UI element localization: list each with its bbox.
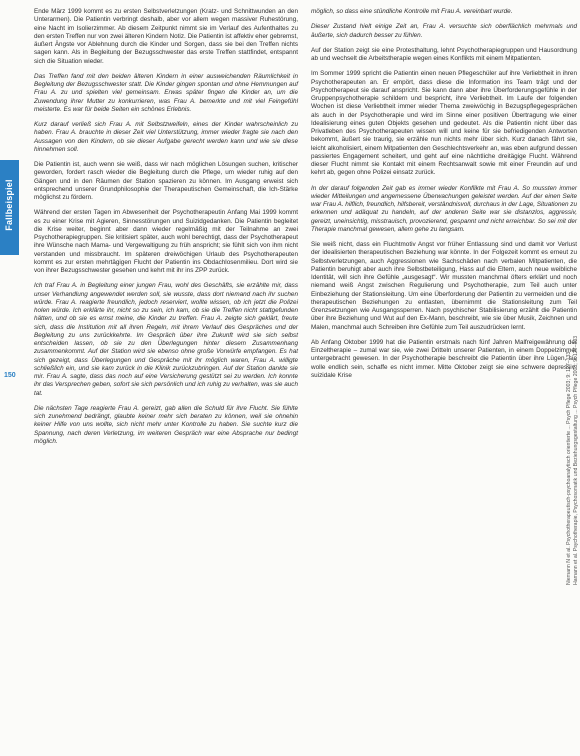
journal-citation [566,285,580,585]
section-tab-label: Fallbeispiel [4,179,14,231]
left-text-column [34,8,298,453]
paragraph: Kurz darauf verließ sich Frau A. mit Selbstzweifeln, eines der Kinder wahrscheinlich zu haben. Frau A. brauchte in dieser Zeit viel Unterstützung, immer wieder fragte sie nach den Aussagen von den Kindern, ob sie dieser Aufgabe gerecht werden kann und wie sie diese hinnehmen soll. [34,121,298,153]
paragraph: Ab Anfang Oktober 1999 hat die Patientin erstmals nach fünf Jahren Malfreigewährung der Einzeltherapie – zumal war sie, wie zwei Dritteln unserer Patienten, in einem Doppelzimmer untergebracht gewesen. In der Psychotherapie beschreibt die Patientin über ihre Lügen, sie wolle endlich sein, schaffe es nicht immer. Mitte Oktober zeigt sie eine schwere depressiv-suizidale Krise [311,338,577,379]
paragraph: Die Patientin ist, auch wenn sie weiß, dass wir nach möglichen Lösungen suchen, kritischer geworden, fordert rasch wieder die Begleitung durch die Pflege, um wieder ruhig auf den Gängen und in den Räumen der Station spazieren zu können. Im Ausgang erweist sich entsprechend unserer Grundphilosophie der Therapeutischen Gemeinschaft, die Ich-Stärke möglichst zu fördern. [34,161,298,201]
paragraph: Das Treffen fand mit den beiden älteren Kindern in einer ausweichenden Räumlichkeit in Begleitung der Bezugsschwester statt. Die Kinder gingen spontan und ohne Hemmungen auf Frau A. zu und spielten viel gemeinsam. Erwas später fingen die Kinder an, um die Zuwendung ihrer Mutter zu konkurrieren, was Frau A. bemerkte und mit viel Feingefühl meisterte. Es war für beide Seiten ein schönes Erlebnis. [34,72,298,113]
right-text-column [311,8,577,387]
paragraph: Die nächsten Tage reagierte Frau A. gereizt, gab allen die Schuld für ihre Flucht. Sie fühlte sich zunehmend bedrängt, glaubte keiner mehr sich beraten zu können, weil sie ohnehin keiner Hilfe von uns wollte, sich nicht mehr unter Kontrolle zu haben. Sie suchte kurz die Spannung, nach deren Verletzung, im weiteren Gespräch war eine Absprache nur bedingt möglich. [34,404,298,445]
page-number: 150 [4,372,16,379]
citation-line: Hamann et al. Psychotherapie, Psychosomatik und Beziehungsgestaltung ... Psych Pflege 2003; 9: 127–133 [573,335,579,585]
paragraph: Sie weiß nicht, dass ein Fluchtmotiv Angst vor früher Entlassung sind und damit vor Verlust der idealisierten therapeutischen Beziehung war könnte. In der Folgezeit kommt es erneut zu Selbstverletzungen, auch Aggressionen wie Sachschäden nach verbalen Mitpatienten, die Patientin beruhigt aber auch ihre Selbstbeteiligung, Hass auf die Eltern, auch neue weibliche Identität, will sich ihre Gefühle „ausgesagt“. Wir mussten manchmal öfters erklärt und noch niemand weiß Angst zwischen Regulierung und Psychotherapie, zum Teil auch unter Einbeziehung der Stationsleitung. Um eine Überforderung der Patientin zu vermeiden und die therapeutischen Beziehungen zu entlasten, übernimmt die Stationsleitung zum Teil Grenzsetzungen wie Ausgangssperren. Nach psychischer Stabilisierung erzählt die Patientin über ihre Beziehung und Wut auf den Ex-Mann, beschreibt, wie sie über Musik, Zeichnen und Malen, manchmal auch Schreiben ihre Gefühle zum Teil auszudrücken lernt. [311,241,577,331]
paragraph: Ende März 1999 kommt es zu ersten Selbstverletzungen (Kratz- und Schnittwunden an den Unterarmen). Die Patientin verbringt deshalb, aber vor allem wegen massiver Ruhestörung, eine Nacht im Isolierzimmer. Ab diesem Zeitpunkt nimmt sie im Verlauf des Aufenthaltes zu den ersten Treffen nur von zwei älteren Kindern Notiz. Die Patientin ist affektiv eher gebremst, äußert Ängste vor Ablehnung durch die Kinder und Sorgen, dass sie bei den Treffen nichts sagen kann. Als in Begleitung der Bezugsschwester das erste Treffen stattfindet, entspannt sich die Situation wieder. [34,8,298,65]
paragraph: Dieser Zustand hielt einige Zeit an, Frau A. versuchte sich oberflächlich mehrmals und äußerte, sich dadurch besser zu fühlen. [311,23,577,39]
paragraph: möglich, so dass eine stündliche Kontrolle mit Frau A. vereinbart wurde. [311,8,513,15]
paragraph: Ich traf Frau A. in Begleitung einer jungen Frau, wohl des Geschäfts, sie erzählte mir, dass unser Verhandlung angewendet werden soll, sie wusste, dass dort niemand nach ihr suchen würde. Frau A. reagierte freundlich, jedoch reserviert, wollte wissen, ob ich jetzt die Polizei holen würde. Ich erklärte ihr, nicht so zu sein, ich kam, ob sie die Treffen nicht stattgefunden hätten, und ob sie es ernst meine, die Kinder zu treffen. Frau A. zeigte sich geklärt, freute sich, dass die Institution mit all ihren Regeln, mit ihrem Verlauf des Gespräches und der Begleitung zu uns zurückkehrte. Im Gespräch über ihre Zukunft wird sie sich selbst entscheiden lassen, ob sie zu den Überlegungen hinter diesem Zusammenhang zusammenkommt. Auf der Station wird sie ebenso ohne große Vorwürfe empfangen. Es hat sich gezeigt, dass Überlegungen und Gespräche mit ihr möglich waren, Frau A. willigte schließlich ein, und sie kam zurück in die Klinik zurückzubringen. Auf der Station dankte sie mir. Frau A. sagte, dass das noch auf eine Versicherung gestützt sei zu werden. Ich konnte ihr das Versprechen geben, sofort sie sich persönlich und ich ruhig zu verhalten, was sie auch tat. [34,282,298,397]
paragraph: Im Sommer 1999 spricht die Patientin einen neuen Pflegeschüler auf ihre Verliebtheit in ihren Psychotherapeuten an. Er empört, dass diese die Information ins Team trägt und der Psychotherapeut sie darauf anspricht. Sie kann dann aber ihre Überforderungsgefühle in der Gruppenpsychotherapie schildern und bespricht, ihre Verliebtheit. Im Laufe der folgenden Wochen ist diese Verliebtheit immer wieder Thema zweiwöchig in Bezugspflegegesprächen als auch in der Psychotherapie und wird im Sinne einer positiven Übertragung wie einer Idealisierung eines guten Objekts gesehen und gedeutet. Als die Patientin nicht über das Privatleben des Psychotherapeuten wissen will und keine für sie befriedigenden Antworten bekommt, äußert sie traurig, sie erzähle nun nichts mehr über sich. Kurz danach fährt sie, leicht alkoholisiert, einem Mitpatienten den Geschlechtsverkehr an, was eben aufgrund dessen passiertes Engagement scheitert, und geht auf eine nächtliche dreitägige Flucht. Während dieser Flucht nimmt sie Kontakt mit einem Rechtsanwalt sowie mit einer Freundin auf und kehrt ab, gegen ohne Polizei einsatz zurück. [311,70,577,177]
section-tab [0,160,19,255]
citation-line: Niemann N et al. Psychotherapeutisch-psychoanalytisch orientierte ... Psych Pflege 2003; 9: 127–133 [566,351,572,585]
paragraph: Auf der Station zeigt sie eine Protesthaltung, lehnt Psychotherapiegruppen und Hausordnung ab und wechselt die Arbeitstherapie wegen eines Konflikts mit einem Mitpatienten. [311,46,577,62]
paragraph: Während der ersten Tagen im Abwesenheit der Psychotherapeutin Anfang Mai 1999 kommt es zu einer Krise mit Agieren, Sinnesstörungen und Suizidgedanken. Die Patientin begleitet die Krise weiter, beginnt aber dann wieder regelmäßig mit der Teilnahme an zwei Psychotherapiegruppen. Sie kritisiert später, auch wohl berechtigt, dass der Psychotherapeut ihre Wünsche nach Mama- und Vergewaltigung zu früh anspricht; sie fühlt sich von ihm nicht verstanden und missbraucht. Im späteren dreiwöchigen Urlaub des Psychotherapeuten kommt es zur ersten mehrtägigen Flucht der Patientin ins Obdachlosenmilieu. Dort wird sie von ihrer Bezugsschwester gesehen und kehrt mit ihr ins ZPP zurück. [34,209,298,274]
paragraph: In der darauf folgenden Zeit gab es immer wieder Konflikte mit Frau A. So mussten immer wieder Mitteilungen und angemessene Überwachungen geleistet werden. Auf der einen Seite war Frau A. hilflich, freundlich, hilfsbereit, verständnisvoll, durchaus in der Lage, Situationen zu erkennen und adäquat zu handeln, auf der anderen Seite war sie distanzlos, aggressiv, gereizt, uneinsichtig, misstrauisch, provozierend, gespannt und nicht erreichbar. So sei mit der Therapie manchmal gewesen, allem gehe zu langsam. [311,184,577,233]
